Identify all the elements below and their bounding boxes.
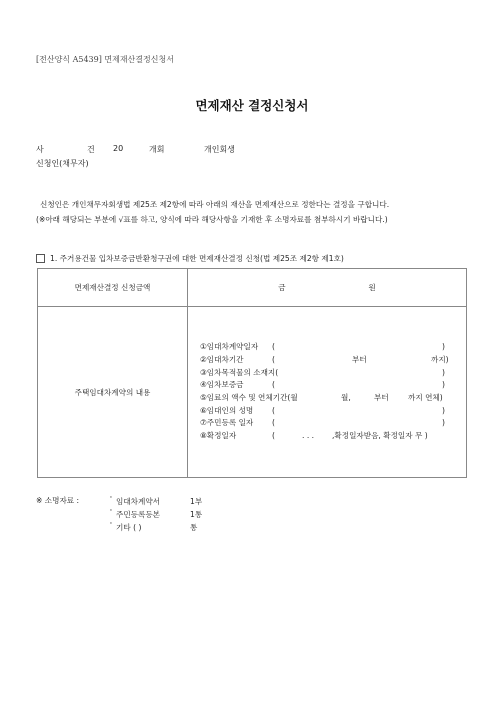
doc-qty: 통	[190, 523, 198, 532]
doc-qty: 1통	[190, 510, 203, 519]
request-body-line1: 신청인은 개인채무자회생법 제25조 제2항에 따라 아래의 재산을 면제재산으로 정한다는 결정을 구합니다.	[40, 200, 390, 209]
list-item[interactable]: ④임차보증금 ( )	[200, 380, 445, 390]
section1-heading	[36, 253, 344, 264]
case-court-suffix: 개회	[149, 145, 165, 154]
section1-heading-text: 1. 주거용건물 입차보증금반환청구권에 대한 면제재산결정 신청(법 제25조 제2항 제1호)	[50, 254, 344, 263]
list-item[interactable]: ⑤임료의 액수 및 연체기간(월 월, 부터 까지 연체)	[200, 393, 443, 402]
supporting-docs-list	[110, 495, 250, 534]
list-item[interactable]: ②임대차기간 ( 부터 까지)	[200, 354, 449, 364]
list-item[interactable]: ①임대차계약일자 ( )	[200, 342, 445, 352]
lease-items-list	[188, 341, 466, 443]
supporting-docs-label: ※ 소명자료 :	[36, 496, 80, 505]
applicant-label: 신청인(채무자)	[36, 159, 89, 168]
doc-tick: '	[110, 495, 112, 503]
case-year: 20	[113, 144, 124, 153]
doc-name: 임대차계약서	[116, 497, 161, 506]
list-item[interactable]: ⑥임대인의 성명 ( )	[200, 405, 445, 415]
list-item[interactable]	[110, 495, 250, 508]
list-item[interactable]: ③임차목적물의 소재지( )	[200, 367, 445, 377]
doc-tick: '	[110, 508, 112, 516]
case-type: 개인회생	[204, 145, 235, 154]
section1-checkbox[interactable]	[36, 254, 45, 263]
request-body	[36, 197, 390, 227]
amount-value-cell[interactable]	[188, 269, 467, 307]
lease-contents-cell	[188, 307, 467, 478]
doc-tick: '	[110, 521, 112, 529]
doc-name: 주민등록등본	[116, 510, 161, 519]
list-item[interactable]	[110, 508, 250, 521]
case-label-sa: 사	[36, 145, 44, 154]
lease-contents-label: 주택임대차계약의 내용	[38, 307, 188, 478]
list-item[interactable]: ⑧확정일자 ( . . . ,확정일자받음, 확정일자 무 )	[200, 431, 428, 441]
doc-name: 기타 ( )	[116, 523, 142, 532]
document-title: 면제재산 결정신청서	[195, 98, 309, 113]
exemption-table	[37, 268, 467, 478]
case-label-geon: 건	[87, 145, 95, 154]
form-code-label: [전산양식 A5439] 면제재산결정신청서	[36, 55, 174, 64]
doc-qty: 1부	[190, 497, 203, 506]
request-body-line2: (※아래 해당되는 부분에 √표를 하고, 양식에 따라 해당사항을 기재한 후 소명자료를 첨부하시기 바랍니다.)	[36, 215, 388, 224]
amount-prefix: 금	[278, 283, 286, 292]
table-row	[38, 307, 467, 478]
amount-suffix: 원	[368, 283, 376, 292]
list-item[interactable]: ⑦주민등록 일자 ( )	[200, 418, 445, 428]
amount-header-cell: 면제재산결정 신청금액	[38, 269, 188, 307]
list-item[interactable]	[110, 521, 250, 534]
table-row	[38, 269, 467, 307]
